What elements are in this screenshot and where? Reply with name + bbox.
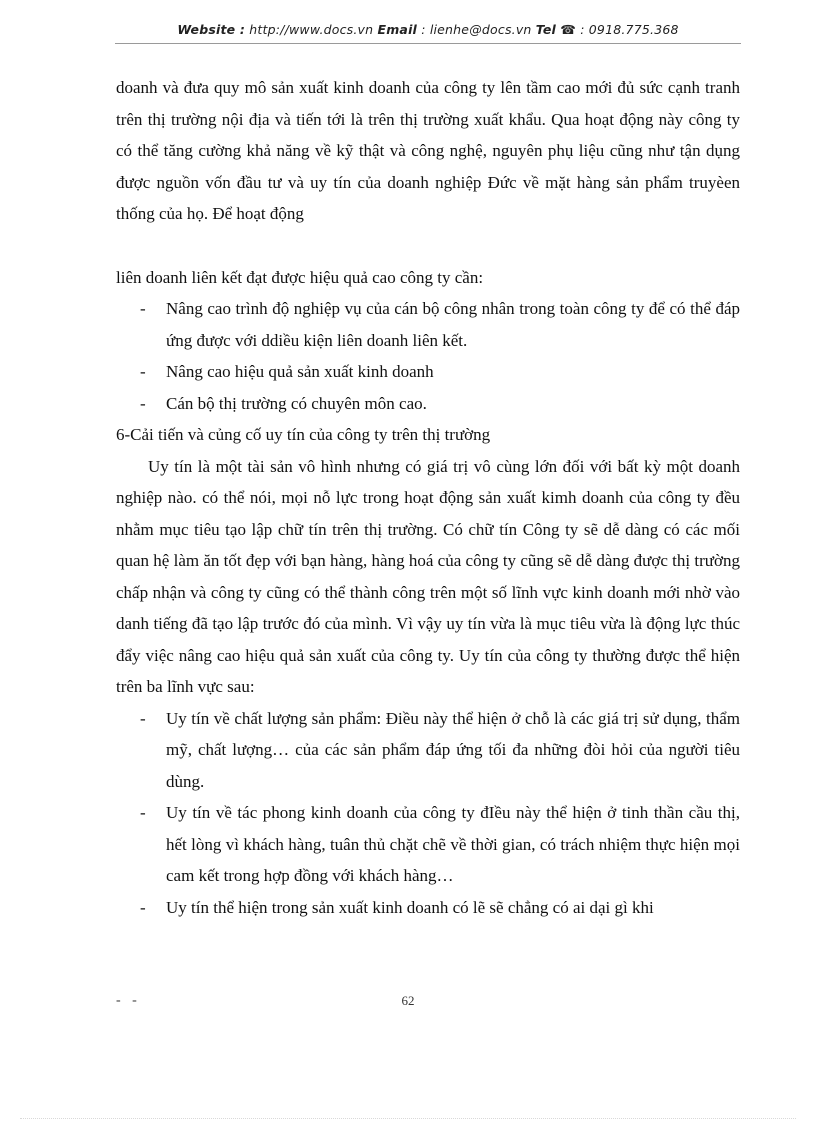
bullet-dash: -	[140, 897, 146, 917]
website-label: Website :	[177, 22, 246, 37]
list-item	[140, 293, 740, 356]
page-number: 62	[401, 993, 415, 1008]
list-item-text: Nâng cao hiệu quả sản xuất kinh doanh	[166, 362, 434, 381]
bullet-list-2	[140, 703, 740, 924]
page-header	[115, 22, 741, 37]
list-item-text: Cán bộ thị trường có chuyên môn cao.	[166, 393, 427, 413]
paragraph-gap	[116, 230, 740, 262]
paragraph-2: liên doanh liên kết đạt được hiệu quả cao công ty cần:	[116, 267, 484, 287]
phone-icon: ☎	[560, 22, 576, 37]
bullet-dash: -	[140, 708, 146, 728]
header-divider	[115, 43, 741, 44]
bullet-dash: -	[140, 299, 146, 318]
bullet-dash: -	[140, 393, 146, 413]
email-link[interactable]: : lienhe@docs.vn	[421, 22, 532, 37]
document-body	[116, 72, 740, 923]
bullet-list-1	[140, 293, 740, 419]
tel-label: Tel	[535, 22, 557, 37]
list-item	[140, 703, 740, 798]
list-item-text: Uy tín về chất lượng sản phẩm: Điều này thể hiện ở chỗ là các giá trị sử dụng, thẩm mỹ, chất lượng… của các sản phẩm đáp ứng tối đa những đòi hỏi của người tiêu dùng.	[166, 708, 740, 791]
list-item	[140, 356, 740, 388]
paragraph-3: Uy tín là một tài sản vô hình nhưng có giá trị vô cùng lớn đối với bất kỳ một doanh nghiệp nào. có thể nói, mọi nỗ lực trong hoạt động sản xuất kimh doanh của công ty đều nhằm mục tiêu tạo lập chữ tín trên thị trường. Có chữ tín Công ty sẽ dễ dàng có các mối quan hệ làm ăn tốt đẹp với bạn hàng, hàng hoá của công ty cũng sẽ dễ dàng được thị trường chấp nhận và công ty cũng có thể thành công trên một số lĩnh vực kinh doanh mới nhờ vào danh tiếng đã tạo lập trước đó của mình. Vì vậy uy tín vừa là mục tiêu vừa là động lực thúc đẩy việc nâng cao hiệu quả sản xuất của công ty. Uy tín của công ty thường được thể hiện trên ba lĩnh vực sau:	[116, 456, 740, 696]
tel-value: : 0918.775.368	[580, 22, 679, 37]
email-label: Email	[377, 22, 418, 37]
list-item-text: Uy tín thể hiện trong sản xuất kinh doanh có lẽ sẽ chẳng có ai dại gì khi	[166, 897, 654, 917]
bullet-dash: -	[140, 803, 146, 822]
footer-dashes: - -	[116, 993, 141, 1008]
website-link[interactable]: http://www.docs.vn	[249, 22, 374, 37]
paragraph-1: doanh và đưa quy mô sản xuất kinh doanh của công ty lên tầm cao mới đủ sức cạnh tranh trên thị trường nội địa và tiến tới là trên thị trường xuất khẩu. Qua hoạt động này công ty có thể tăng cường khả năng về kỹ thật và công nghệ, nguyên phụ liệu cũng như tận dụng được nguồn vốn đầu tư và uy tín của doanh nghiệp Đức về mặt hàng sản phẩm truyèen thống của họ. Để hoạt động	[116, 78, 740, 223]
list-item	[140, 797, 740, 892]
list-item	[140, 388, 740, 420]
list-item-text: Nâng cao trình độ nghiệp vụ của cán bộ công nhân trong toàn công ty để có thể đáp ứng được với ddiều kiện liên doanh liên kết.	[166, 299, 740, 350]
list-item-text: Uy tín về tác phong kinh doanh của công ty đIều này thể hiện ở tinh thần cầu thị, hết lòng vì khách hàng, tuân thủ chặt chẽ về thời gian, có trách nhiệm thực hiện mọi cam kết trong hợp đồng với khách hàng…	[166, 803, 740, 885]
section-heading: 6-Cải tiến và củng cố uy tín của công ty trên thị trường	[116, 425, 491, 444]
page-bottom-border	[20, 1118, 796, 1119]
list-item	[140, 892, 740, 924]
bullet-dash: -	[140, 362, 146, 381]
